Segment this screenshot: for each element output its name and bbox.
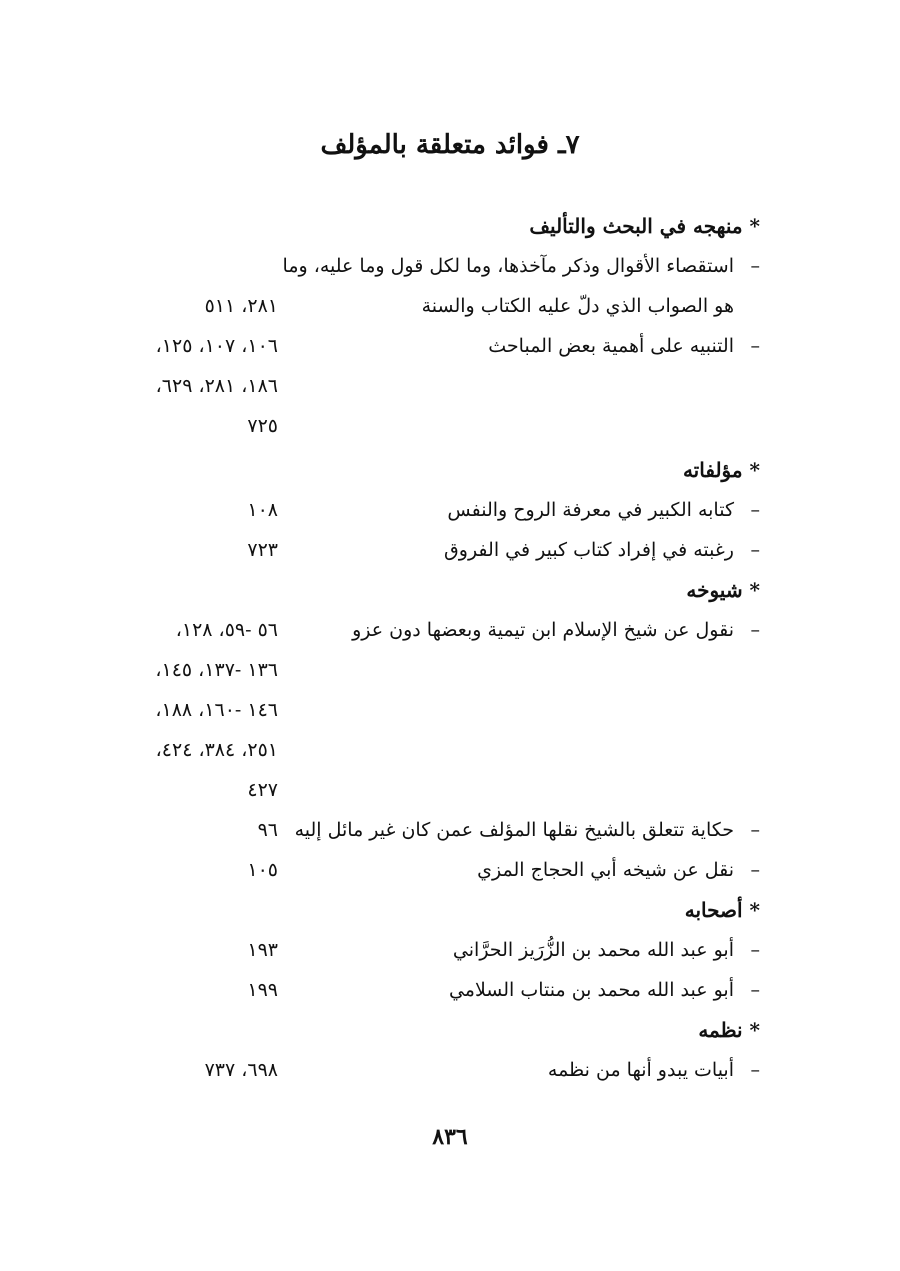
entry-text-wrap — [449, 970, 760, 1010]
entry-dash: – — [750, 619, 760, 641]
index-entry-row — [110, 650, 760, 690]
entry-text-wrap — [548, 1050, 760, 1090]
entry-page-refs: ١٠٨ — [247, 499, 278, 521]
entry-page-refs: ١٩٣ — [247, 939, 278, 961]
entry-text-wrap — [283, 246, 760, 286]
index-entry-row — [110, 246, 760, 286]
index-entry-row — [110, 930, 760, 970]
entry-text-wrap — [488, 326, 760, 366]
entry-dash: – — [750, 499, 760, 521]
index-entry-row — [110, 610, 760, 650]
index-entry-row — [110, 530, 760, 570]
entry-text-wrap — [422, 286, 734, 326]
entry-text-wrap — [352, 610, 760, 650]
entry-text-wrap — [477, 850, 760, 890]
entry-text: حكاية تتعلق بالشيخ نقلها المؤلف عمن كان غير مائل إليه — [294, 819, 734, 841]
section-heading: * شيوخه — [686, 578, 760, 602]
entry-page-refs: ١٩٩ — [247, 979, 278, 1001]
entry-dash: – — [750, 939, 760, 961]
section-heading: * نظمه — [698, 1018, 760, 1042]
entry-page-refs: ٤٢٧ — [247, 779, 278, 801]
entry-text: أبو عبد الله محمد بن منتاب السلامي — [448, 979, 734, 1001]
entry-page-refs: ١٨٦، ٢٨١، ٦٢٩، — [155, 375, 278, 397]
entry-dash: – — [750, 979, 760, 1001]
entry-text: التنبيه على أهمية بعض المباحث — [488, 335, 734, 357]
entry-text: هو الصواب الذي دلّ عليه الكتاب والسنة — [421, 295, 734, 317]
section-heading: * منهجه في البحث والتأليف — [529, 214, 760, 238]
index-entry-row — [110, 490, 760, 530]
entry-page-refs: ٥٦ -٥٩، ١٢٨، — [175, 619, 278, 641]
entry-page-refs: ١٣٦ -١٣٧، ١٤٥، — [155, 659, 278, 681]
index-content — [110, 206, 760, 1090]
page-number: ٨٣٦ — [432, 1124, 468, 1150]
entry-page-refs: ٦٩٨، ٧٣٧ — [204, 1059, 278, 1081]
index-entry-row — [110, 810, 760, 850]
index-entry-row — [110, 406, 760, 446]
section-heading: * مؤلفاته — [682, 458, 760, 482]
index-entry-row — [110, 770, 760, 810]
entry-dash: – — [750, 819, 760, 841]
entry-text: كتابه الكبير في معرفة الروح والنفس — [447, 499, 734, 521]
entry-page-refs: ٢٨١، ٥١١ — [204, 295, 278, 317]
entry-text: أبو عبد الله محمد بن الزُّرَيز الحرَّاني — [452, 939, 734, 961]
section-heading: * أصحابه — [684, 898, 760, 922]
entry-dash: – — [750, 539, 760, 561]
entry-text-wrap — [444, 530, 760, 570]
page-title: ٧ـ فوائد متعلقة بالمؤلف — [320, 130, 580, 160]
index-entry-row — [110, 366, 760, 406]
entry-text: نقل عن شيخه أبي الحجاج المزي — [477, 859, 734, 881]
entry-text: استقصاء الأقوال وذكر مآخذها، وما لكل قول وما عليه، وما — [282, 255, 734, 277]
index-entry-row — [110, 970, 760, 1010]
entry-dash: – — [750, 255, 760, 277]
entry-page-refs: ٧٢٥ — [247, 415, 278, 437]
index-entry-row — [110, 1050, 760, 1090]
entry-text-wrap — [447, 490, 760, 530]
entry-page-refs: ١٠٥ — [247, 859, 278, 881]
index-entry-row — [110, 690, 760, 730]
index-entry-row — [110, 326, 760, 366]
entry-dash: – — [750, 1059, 760, 1081]
index-entry-row — [110, 286, 760, 326]
entry-text: نقول عن شيخ الإسلام ابن تيمية وبعضها دون عزو — [352, 619, 734, 641]
entry-text: أبيات يبدو أنها من نظمه — [547, 1059, 734, 1081]
entry-page-refs: ١٤٦ -١٦٠، ١٨٨، — [155, 699, 278, 721]
index-entry-row — [110, 730, 760, 770]
entry-text: رغبته في إفراد كتاب كبير في الفروق — [444, 539, 734, 561]
entry-text-wrap — [295, 810, 760, 850]
entry-page-refs: ٩٦ — [257, 819, 278, 841]
entry-page-refs: ١٠٦، ١٠٧، ١٢٥، — [155, 335, 278, 357]
entry-text-wrap — [453, 930, 760, 970]
entry-page-refs: ٧٢٣ — [247, 539, 278, 561]
index-entry-row — [110, 850, 760, 890]
entry-dash: – — [750, 859, 760, 881]
entry-dash: – — [750, 335, 760, 357]
entry-page-refs: ٢٥١، ٣٨٤، ٤٢٤، — [155, 739, 278, 761]
